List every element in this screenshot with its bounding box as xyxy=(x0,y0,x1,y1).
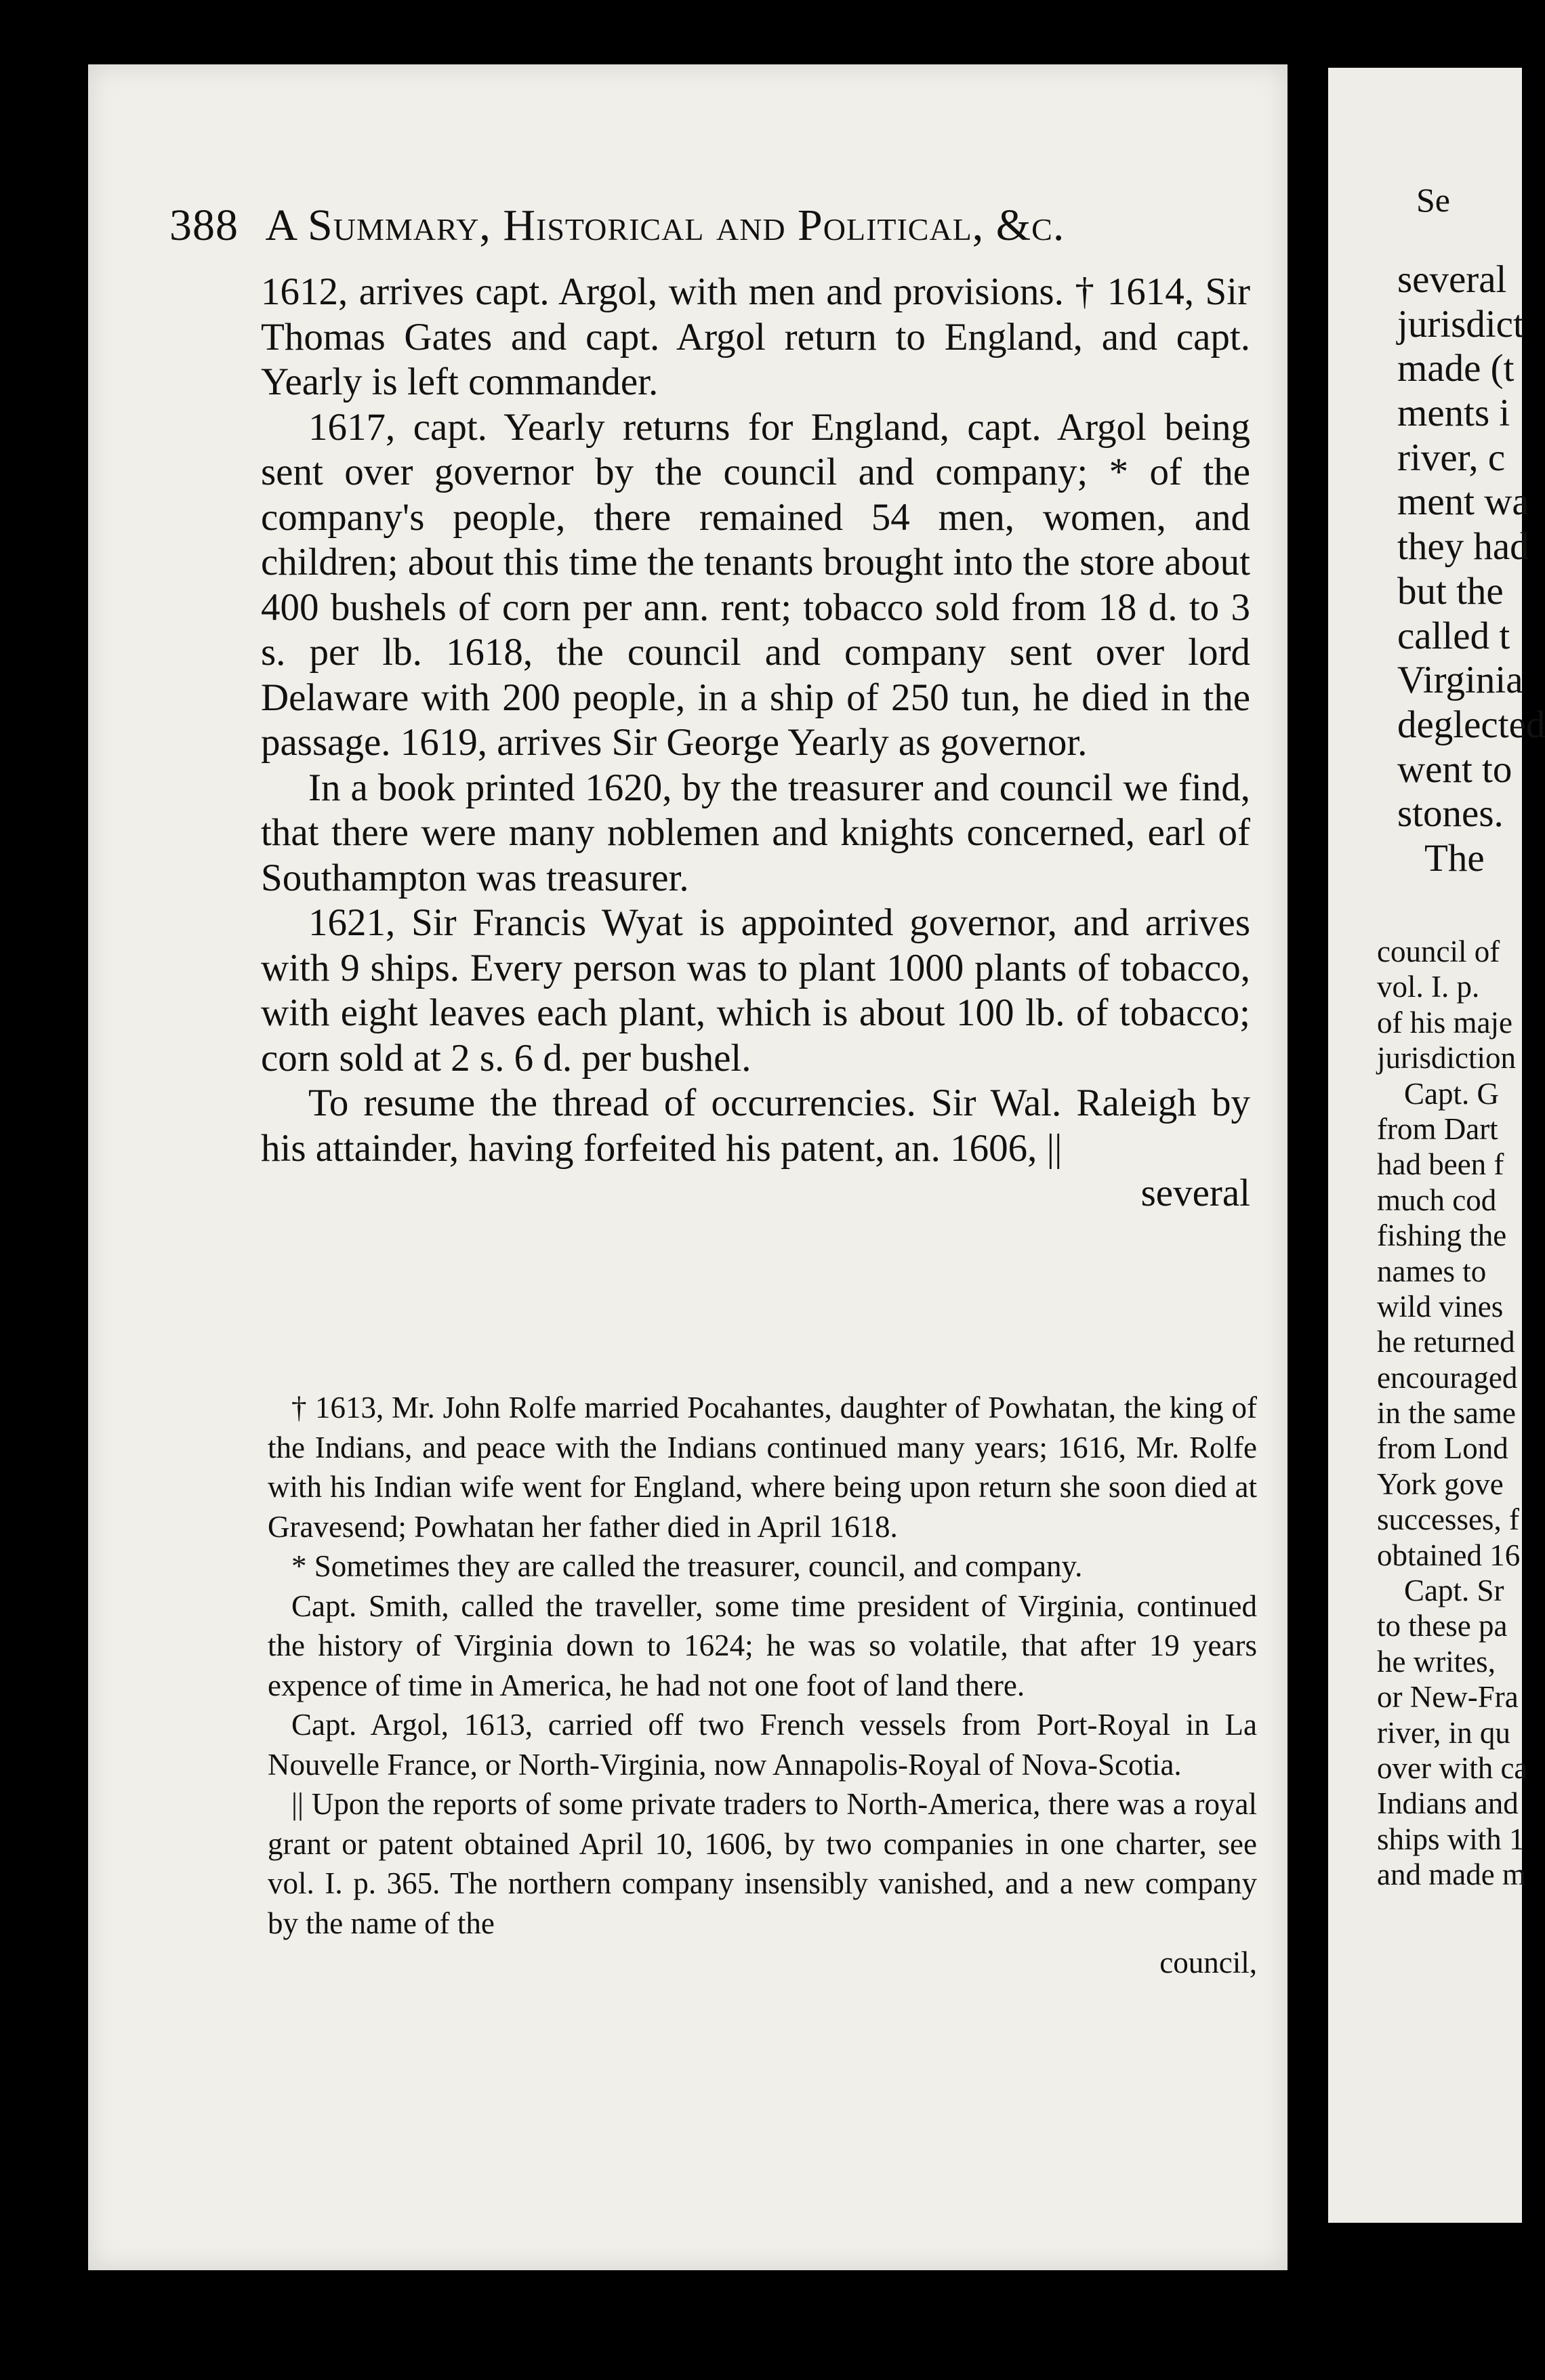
right-note-line: over with ca xyxy=(1377,1750,1528,1785)
right-page-text xyxy=(1397,258,1545,881)
right-note-line: Capt. Sr xyxy=(1404,1574,1504,1608)
page-number: 388 xyxy=(169,201,239,250)
footnote: * Sometimes they are called the treasurer, council, and company. xyxy=(291,1549,1083,1583)
right-note-line: to these pa xyxy=(1377,1609,1508,1643)
right-note-line: or New-Fra xyxy=(1377,1680,1519,1715)
right-text-line: several xyxy=(1397,258,1507,301)
right-note-line: successes, f xyxy=(1377,1502,1519,1537)
right-note-line: of his maje xyxy=(1377,1005,1512,1040)
footnote: Capt. Argol, 1613, carried off two French vessels from Port-Royal in La Nouvelle France, or North-Virginia, now Annapolis-Royal of Nova-Scotia. xyxy=(268,1708,1257,1782)
right-note-line: much cod xyxy=(1377,1183,1497,1217)
right-note-line: from Lond xyxy=(1377,1431,1508,1466)
right-note-line: fishing the xyxy=(1377,1218,1507,1253)
right-page-notes xyxy=(1377,934,1528,1893)
right-page-header: Se xyxy=(1416,181,1450,219)
right-text-line: Virginia xyxy=(1397,659,1523,702)
right-note-line: in the same xyxy=(1377,1396,1516,1431)
right-text-line: river, c xyxy=(1397,436,1506,479)
paragraph: To resume the thread of occurrencies. Sir Wal. Raleigh by his attainder, having forfeited his patent, an. 1606, || xyxy=(261,1082,1250,1170)
right-text-line: deglected xyxy=(1397,703,1545,746)
right-note-line: council of xyxy=(1377,935,1500,968)
right-text-line: The xyxy=(1424,836,1485,880)
right-text-line: ments i xyxy=(1397,392,1510,435)
paragraph: In a book printed 1620, by the treasurer and council we find, that there were many noblemen and knights concerned, earl of Southampton was treasurer. xyxy=(261,766,1250,899)
footnote: Capt. Smith, called the traveller, some time president of Virginia, continued the history of Virginia down to 1624; he was so volatile, that after 19 years expence of time in America, he had not one foot of land there. xyxy=(268,1588,1257,1702)
footnote-catchword: council, xyxy=(1159,1946,1257,1979)
right-text-line: made (t xyxy=(1397,347,1515,390)
right-note-line: names to xyxy=(1377,1254,1487,1288)
right-note-line: he writes, xyxy=(1377,1644,1496,1679)
footnotes xyxy=(268,1388,1257,1983)
right-text-line: stones. xyxy=(1397,792,1504,836)
right-text-line: they had xyxy=(1397,525,1529,569)
paragraph: 1612, arrives capt. Argol, with men and provisions. † 1614, Sir Thomas Gates and capt. Argol return to England, and capt. Yearly is left commander. xyxy=(261,270,1250,403)
right-note-line: encouraged xyxy=(1377,1360,1518,1395)
right-note-line: Indians and xyxy=(1377,1786,1519,1821)
right-text-line: ment wa xyxy=(1397,480,1529,524)
right-note-line: obtained 16 xyxy=(1377,1538,1521,1572)
running-title: A Summary, Historical and Political, &c. xyxy=(265,201,1065,250)
right-note-line: from Dart xyxy=(1377,1111,1498,1146)
footnote: † 1613, Mr. John Rolfe married Pocahantes, daughter of Powhatan, the king of the Indians, and peace with the Indians continued many years; 1616, Mr. Rolfe with his Indian wife went for England, where being upon return she soon died at Gravesend; Powhatan her father died in April 1618. xyxy=(268,1391,1257,1544)
right-note-line: ships with 1 xyxy=(1377,1822,1525,1856)
paragraph: 1621, Sir Francis Wyat is appointed governor, and arrives with 9 ships. Every person was to plant 1000 plants of tobacco, with eight leaves each plant, which is about 100 lb. of tobacco; corn sold at 2 s. 6 d. per bushel. xyxy=(261,901,1250,1080)
right-text-line: went to xyxy=(1397,747,1512,791)
right-note-line: had been f xyxy=(1377,1147,1504,1182)
paragraph: 1617, capt. Yearly returns for England, capt. Argol being sent over governor by the council and company; * of the company's people, there remained 54 men, women, and children; about this time the tenants brought into the store about 400 bushels of corn per ann. rent; tobacco sold from 18 d. to 3 s. per lb. 1618, the council and company sent over lord Delaware with 200 people, in a ship of 250 tun, he died in the passage. 1619, arrives Sir George Yearly as governor. xyxy=(261,405,1250,764)
page-header xyxy=(169,188,1254,263)
right-text-line: called t xyxy=(1397,614,1510,657)
right-note-line: and made m xyxy=(1377,1858,1526,1892)
right-text-line: jurisdict xyxy=(1397,302,1524,346)
right-note-line: he returned xyxy=(1377,1325,1515,1359)
right-text-line: but the xyxy=(1397,569,1504,613)
right-note-line: jurisdiction xyxy=(1377,1041,1516,1075)
catchword: several xyxy=(1140,1172,1250,1214)
right-note-line: York gove xyxy=(1377,1466,1504,1501)
right-note-line: Capt. G xyxy=(1404,1076,1499,1111)
right-note-line: vol. I. p. xyxy=(1377,970,1480,1004)
footnote: || Upon the reports of some private traders to North-America, there was a royal grant or patent obtained April 10, 1606, by two companies in one charter, see vol. I. p. 365. The northern company insensibly vanished, and a new company by the name of the xyxy=(268,1787,1257,1940)
right-note-line: river, in qu xyxy=(1377,1715,1510,1750)
right-note-line: wild vines xyxy=(1377,1289,1504,1324)
main-text xyxy=(261,270,1250,1216)
